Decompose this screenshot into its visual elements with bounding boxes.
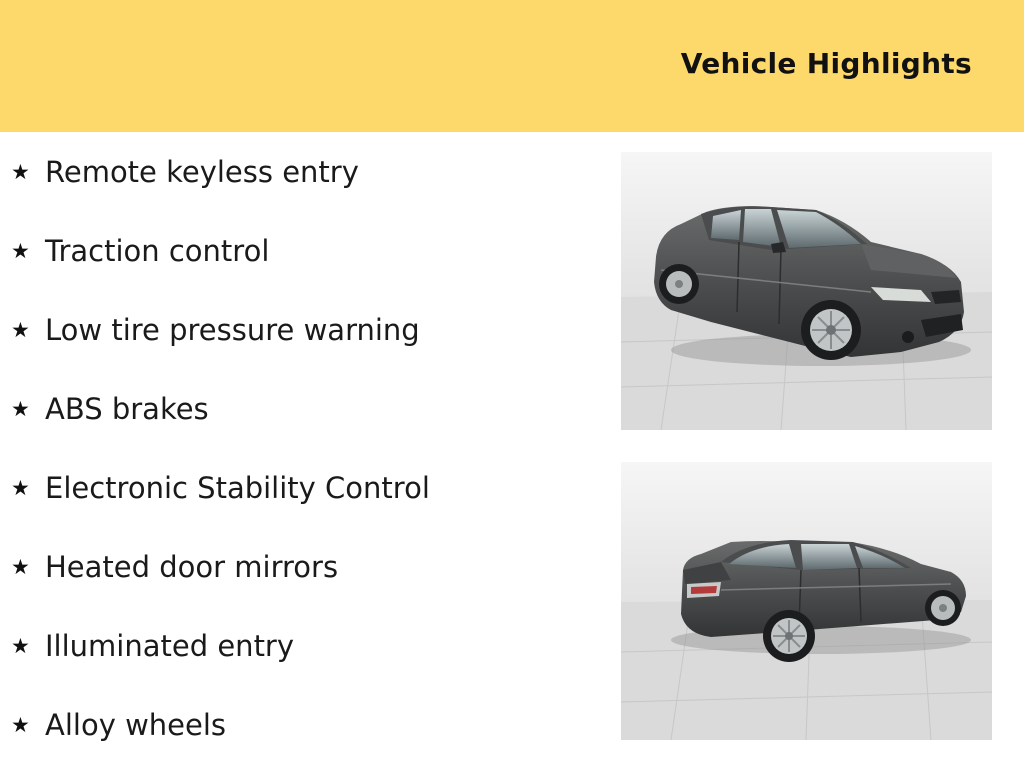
feature-label: Heated door mirrors: [45, 550, 339, 584]
star-icon: ★: [11, 160, 30, 184]
feature-label: Illuminated entry: [45, 629, 295, 663]
feature-list: [0, 152, 600, 784]
feature-item: [0, 705, 600, 784]
feature-item: [0, 310, 600, 389]
car-front-illustration: [621, 152, 992, 430]
feature-label: Remote keyless entry: [45, 155, 359, 189]
feature-item: [0, 468, 600, 547]
feature-label: ABS brakes: [45, 392, 209, 426]
feature-label: Low tire pressure warning: [45, 313, 420, 347]
vehicle-photo-front: [621, 152, 992, 430]
star-icon: ★: [11, 713, 30, 737]
vehicle-photo-rear: [621, 462, 992, 740]
feature-item: [0, 231, 600, 310]
star-icon: ★: [11, 555, 30, 579]
star-icon: ★: [11, 634, 30, 658]
feature-label: Traction control: [45, 234, 270, 268]
page-title: Vehicle Highlights: [680, 47, 972, 80]
car-rear-illustration: [621, 462, 992, 740]
star-icon: ★: [11, 318, 30, 342]
feature-label: Electronic Stability Control: [45, 471, 430, 505]
star-icon: ★: [11, 476, 30, 500]
star-icon: ★: [11, 397, 30, 421]
header-banner: [0, 0, 1024, 132]
feature-item: [0, 389, 600, 468]
feature-label: Alloy wheels: [45, 708, 227, 742]
feature-item: [0, 547, 600, 626]
feature-item: [0, 626, 600, 705]
star-icon: ★: [11, 239, 30, 263]
feature-item: [0, 152, 600, 231]
